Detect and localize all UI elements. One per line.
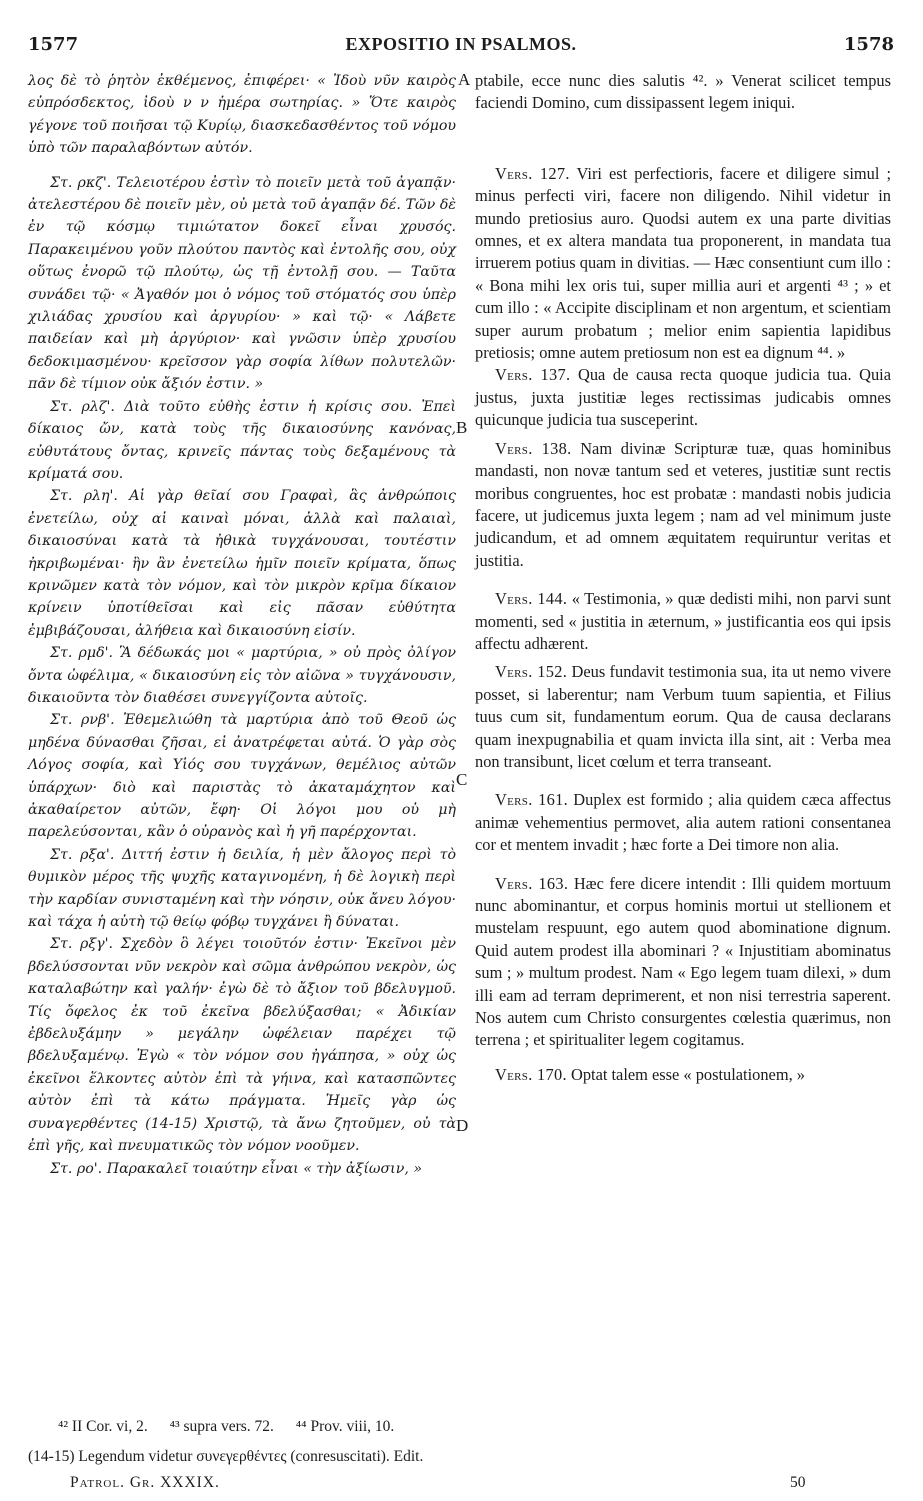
latin-paragraph-text: Viri est perfectioris, facere et diligere simul ; minus perfecti viri, facere non diligendo. Nihil videtur in mundo pretiosius auro. Quodsi autem ex una parte divitias omnes, et ex altera mandata tua proponerent, in mandata tua irruerem potius quam in divitias. — Hæc consentiunt cum illo : « Bona mihi lex oris tui, super millia auri et argenti ⁴³ ; » et cum illo : « Accipite disciplinam et non argentum, et scientiam super aurum probatum ; melior enim sapientia lapidibus pretiosis; omne autem pretiosum non est ea dignum ⁴⁴. »	[475, 163, 892, 363]
greek-paragraph-text: Τελειοτέρου ἐστὶν τὸ ποιεῖν μετὰ τοῦ ἀγαπᾷν· ἀτελεστέρου δὲ ποιεῖν μὲν, οὐ μετὰ τοῦ ἀγαπᾷν δέ. Τῶν δὲ ἐν τῷ κόσμῳ τιμιώτατον δοκεῖ εἶναι χρυσός. Παρακειμένου γοῦν πλούτου παντὸς καὶ ἐντολῆς σου, οὐχ οὕτως ἐνορῶ τῷ πλούτῳ, ὡς τῇ ἐντολῇ σου. — Ταῦτα συνάδει τῷ· « Ἀγαθόν μοι ὁ νόμος τοῦ στόματός σου ὑπὲρ χιλιάδας χρυσίου καὶ ἀργυρίου· » καὶ τῷ· « Λάβετε παιδείαν καὶ μὴ ἀργύριον· καὶ γνῶσιν ὑπὲρ χρυσίου δεδοκιμασμένου· κρεῖσσον γὰρ σοφία λίθων πολυτελῶν· πᾶν δὲ τίμιον οὐκ ἄξιόν ἐστιν. »	[28, 174, 456, 393]
greek-paragraph	[28, 642, 456, 709]
running-title: EXPOSITIO IN PSALMOS.	[345, 34, 577, 54]
latin-column	[475, 70, 891, 1086]
footnote: ⁴⁴ Prov. viii, 10.	[295, 1418, 395, 1435]
page-header	[28, 34, 894, 58]
latin-verse-label: Vers. 127.	[495, 163, 570, 183]
latin-verse-label: Vers. 163.	[495, 873, 569, 893]
latin-verse-label: Vers. 152.	[495, 662, 568, 682]
latin-paragraph	[475, 1064, 891, 1086]
greek-verse-label: Στ. ρκζ'.	[50, 174, 112, 191]
greek-paragraph	[28, 172, 456, 396]
latin-paragraph-text: Optat talem esse « postulationem, »	[566, 1064, 805, 1084]
latin-verse-label: Vers. 144.	[495, 589, 568, 609]
greek-paragraph-text: Ἐθεμελιώθη τὰ μαρτύρια ἀπὸ τοῦ Θεοῦ ὡς μηδένα δύνασθαι ζῆσαι, εἰ ἀνατρέφεται αὐτά. Ὁ γὰρ σὸς Λόγος σοφία, καὶ Υἱός σου τυγχάνων, θεμέλιος αὐτῶν ὑπάρχων· διὸ καὶ παριστὰς τὸ ἀκαταμάχητον καὶ ἀκαθαίρετον αὐτῶν, ἔφη· Οἱ λόγοι μου οὐ μὴ παρελεύσονται, κἂν ὁ οὐρανὸς καὶ ἡ γῆ παρέρχονται.	[28, 712, 456, 841]
margin-letter-d: D	[456, 1116, 469, 1135]
latin-verse-label: Vers. 138.	[495, 438, 572, 458]
greek-paragraph	[28, 709, 456, 843]
latin-paragraph-text: Deus fundavit testimonia sua, ita ut nemo vivere posset, si laberentur; nam Verbum tuum sapientia, et Filius tuus cum sit, fundamentum eorum. Qua de causa declarans quam inexpugnabilia et quam invicta illa sint, ait : Verba mea non transibunt, licet cœlum et terra transeant.	[475, 662, 892, 771]
greek-verse-label: Στ. ρνβ'.	[50, 712, 115, 729]
latin-verse-label: Vers. 137.	[495, 365, 571, 385]
greek-paragraph-text: Διττή ἐστιν ἡ δειλία, ἡ μὲν ἄλογος περὶ τὸ θυμικὸν μέρος τῆς ψυχῆς καταγινομένη, ἡ δὲ λογικὴ περὶ τὴν καρδίαν συνισταμένη καὶ τὴν νόησιν, οὐκ ἄνευ λόγου· καὶ τάχα ἡ αὐτὴ τῷ θείῳ φόβῳ τυγχάνει ἢ δύναται.	[28, 846, 456, 931]
greek-verse-label: Στ. ρο'.	[50, 1160, 103, 1177]
greek-verse-label: Στ. ρξγ'.	[50, 936, 114, 953]
greek-verse-label: Στ. ρξα'.	[50, 846, 115, 863]
greek-paragraph	[28, 844, 456, 934]
footnote: ⁴³ supra vers. 72.	[169, 1418, 274, 1435]
latin-paragraph	[475, 873, 891, 1052]
footnote: ⁴² II Cor. vi, 2.	[58, 1418, 148, 1435]
greek-paragraph-text: Σχεδὸν ὃ λέγει τοιοῦτόν ἐστιν· Ἐκεῖνοι μὲν βδελύσσονται νῦν νεκρὸν καὶ σῶμα ἀνθρώπου νεκρὸν, ὡς καταλαβώτην καὶ γαλήν· ἐγὼ δὲ τὸ ἄξιον τοῦ βδελυγμοῦ. Τίς ὄφελος ἐκ τοῦ ἐκεῖνα βδελύξασθαι; « Ἀδικίαν ἐβδελυξάμην » μεγάλην ὠφέλειαν παρέχει τῷ βδελυξαμένῳ. Ἐγὼ « τὸν νόμον σου ἠγάπησα, » οὐχ ὡς ἐκεῖνοι ἕλκοντες αὐτὸν ἐπὶ τὰ γήινα, καὶ κατασπῶντες αὐτὸν ἐπὶ τὰ κάτω πράγματα. Ἡμεῖς γὰρ ὡς συναγερθέντες (14-15) Χριστῷ, τὰ ἄνω ζητοῦμεν, οὐ τὰ ἐπὶ γῆς, καὶ πνευματικῶς τὸν νόμον νοοῦμεν.	[28, 936, 456, 1155]
greek-column	[28, 70, 456, 1180]
greek-paragraph-text: Αἱ γὰρ θεῖαί σου Γραφαὶ, ἃς ἀνθρώποις ἐνετείλω, οὐχ αἱ καιναὶ μόναι, ἀλλὰ καὶ παλαιαὶ, δικαιοσύναι κατὰ τὰ ἠθικὰ τυγχάνουσαι, τουτέστιν ἠκριβωμέναι· ἣν ἂν ἐνετείλω ἡμῖν ποιεῖν κρίματα, ὅπως κρινῶμεν κατὰ τὸν νόμον, καὶ τὸν μικρὸν κρῖμα δίκαιον κρίνειν ὑποτίθεῖσαι καὶ εἰς πᾶσαν εὐθύτητα ἐμβιβάζουσαι, ἀλήθεια καὶ δικαιοσύνη εἰσίν.	[28, 488, 456, 639]
greek-paragraph-text: λος δὲ τὸ ῥητὸν ἐκθέμενος, ἐπιφέρει· « Ἰδοὺ νῦν καιρὸς εὐπρόσδεκτος, ἰδοὺ ν ν ἡμέρα σωτηρίας. » Ὅτε καιρὸς γέγονε τοῦ ποιῆσαι τῷ Κυρίῳ, διασκεδασθέντος τοῦ νόμου ὑπὸ τῶν παραλαβόντων αὐτόν.	[28, 73, 456, 157]
greek-verse-label: Στ. ρμδ'.	[50, 645, 114, 662]
latin-verse-label: Vers. 170.	[495, 1064, 567, 1084]
margin-letter-c: C	[456, 770, 468, 789]
greek-verse-label: Στ. ρλη'.	[50, 488, 118, 505]
latin-paragraph-text: Hæc fere dicere intendit : Illi quidem mortuum nunc abominantur, et corpus hominis mortui ut stellionem et mustelam respuunt, ego autem quod abominatione dignum. Quid autem prodest illa abominari ? « Injustitiam abominatus sum ; » multum prodest. Nam « Ego legem tuam dilexi, » dum illi eam ad terram deprimerent, et non nisi terrestria saperent. Nos autem cum Christo consurgentes cœlestia quærimus, non terrena ; et spiritualiter legem cogitamus.	[475, 873, 891, 1050]
greek-paragraph	[28, 485, 456, 642]
latin-paragraph	[475, 364, 891, 431]
latin-paragraph-text: « Testimonia, » quæ dedisti mihi, non parvi sunt momenti, sed « justitia in æternum, » justificantia eos qui ipsis affectu adhærent.	[475, 589, 892, 653]
sheet-number: 50	[790, 1474, 806, 1491]
greek-paragraph	[28, 1158, 456, 1180]
latin-paragraph-text: Duplex est formido ; alia quidem cæca affectus animæ vehementius permovet, alia autem rationi consentanea cor et mentem invadit ; hæc forte a Dei timore non alia.	[475, 790, 891, 855]
collection-signature: Patrol. Gr. XXXIX.	[70, 1474, 220, 1491]
page-number-left: 1577	[28, 34, 79, 55]
latin-paragraph	[475, 438, 891, 572]
latin-paragraph	[475, 163, 891, 365]
latin-paragraph	[475, 588, 891, 655]
latin-paragraph-text: Qua de causa recta quoque judicia tua. Quia justus, juxta justitiæ leges rectissimas judicabis omnes quicunque judicia tua susceperint.	[475, 365, 891, 430]
latin-paragraph	[475, 789, 891, 856]
latin-paragraph	[475, 661, 891, 773]
editor-note: (14-15) Legendum videtur συνεγερθέντες (conresuscitati). Edit.	[28, 1448, 424, 1465]
latin-paragraph-text: Nam divinæ Scripturæ tuæ, quas hominibus mandasti, non novæ tantum sed et veteres, justitiæ sunt rectis moribus congruentes, hoc est probatæ : mandasti nobis judicia facere, ut judicemus juxta legem ; nam ad vel minimum juste judicandum, et ad omnem æquitatem requiruntur veritas et justitia.	[475, 438, 891, 570]
latin-paragraph-text: ptabile, ecce nunc dies salutis ⁴². » Venerat scilicet tempus faciendi Domino, cum dissipassent legem iniqui.	[475, 71, 891, 113]
greek-paragraph-text: Διὰ τοῦτο εὐθὴς ἐστιν ἡ κρίσις σου. Ἐπεὶ δίκαιος ὤν, κατὰ τοὺς τῆς δικαιοσύνης κανόνας, εὐθυτάτους ὄντας, κρινεῖς πάντας τοὺς δεξαμένους τὰ κρίματά σου.	[28, 398, 456, 482]
latin-verse-label: Vers. 161.	[495, 790, 569, 810]
margin-letter-a: A	[458, 70, 471, 89]
latin-paragraph	[475, 70, 891, 115]
greek-paragraph	[28, 933, 456, 1157]
footnotes	[58, 1418, 923, 1436]
greek-paragraph-text: Παρακαλεῖ τοιαύτην εἶναι « τὴν ἀξίωσιν, »	[102, 1160, 423, 1177]
margin-letter-b: B	[456, 418, 468, 437]
greek-verse-label: Στ. ρλζ'.	[50, 398, 115, 415]
greek-paragraph	[28, 70, 456, 160]
greek-paragraph	[28, 396, 456, 486]
page-number-right: 1578	[843, 34, 894, 55]
greek-paragraph-text: Ἃ δέδωκάς μοι « μαρτύρια, » οὐ πρὸς ὀλίγον ὄντα ὠφέλιμα, « δικαιοσύνη εἰς τὸν αἰῶνα » τυγχάνουσιν, δικαιοῦντα τὸν διαθέσει συνεγγίζοντα αὐτοῖς.	[28, 645, 456, 706]
